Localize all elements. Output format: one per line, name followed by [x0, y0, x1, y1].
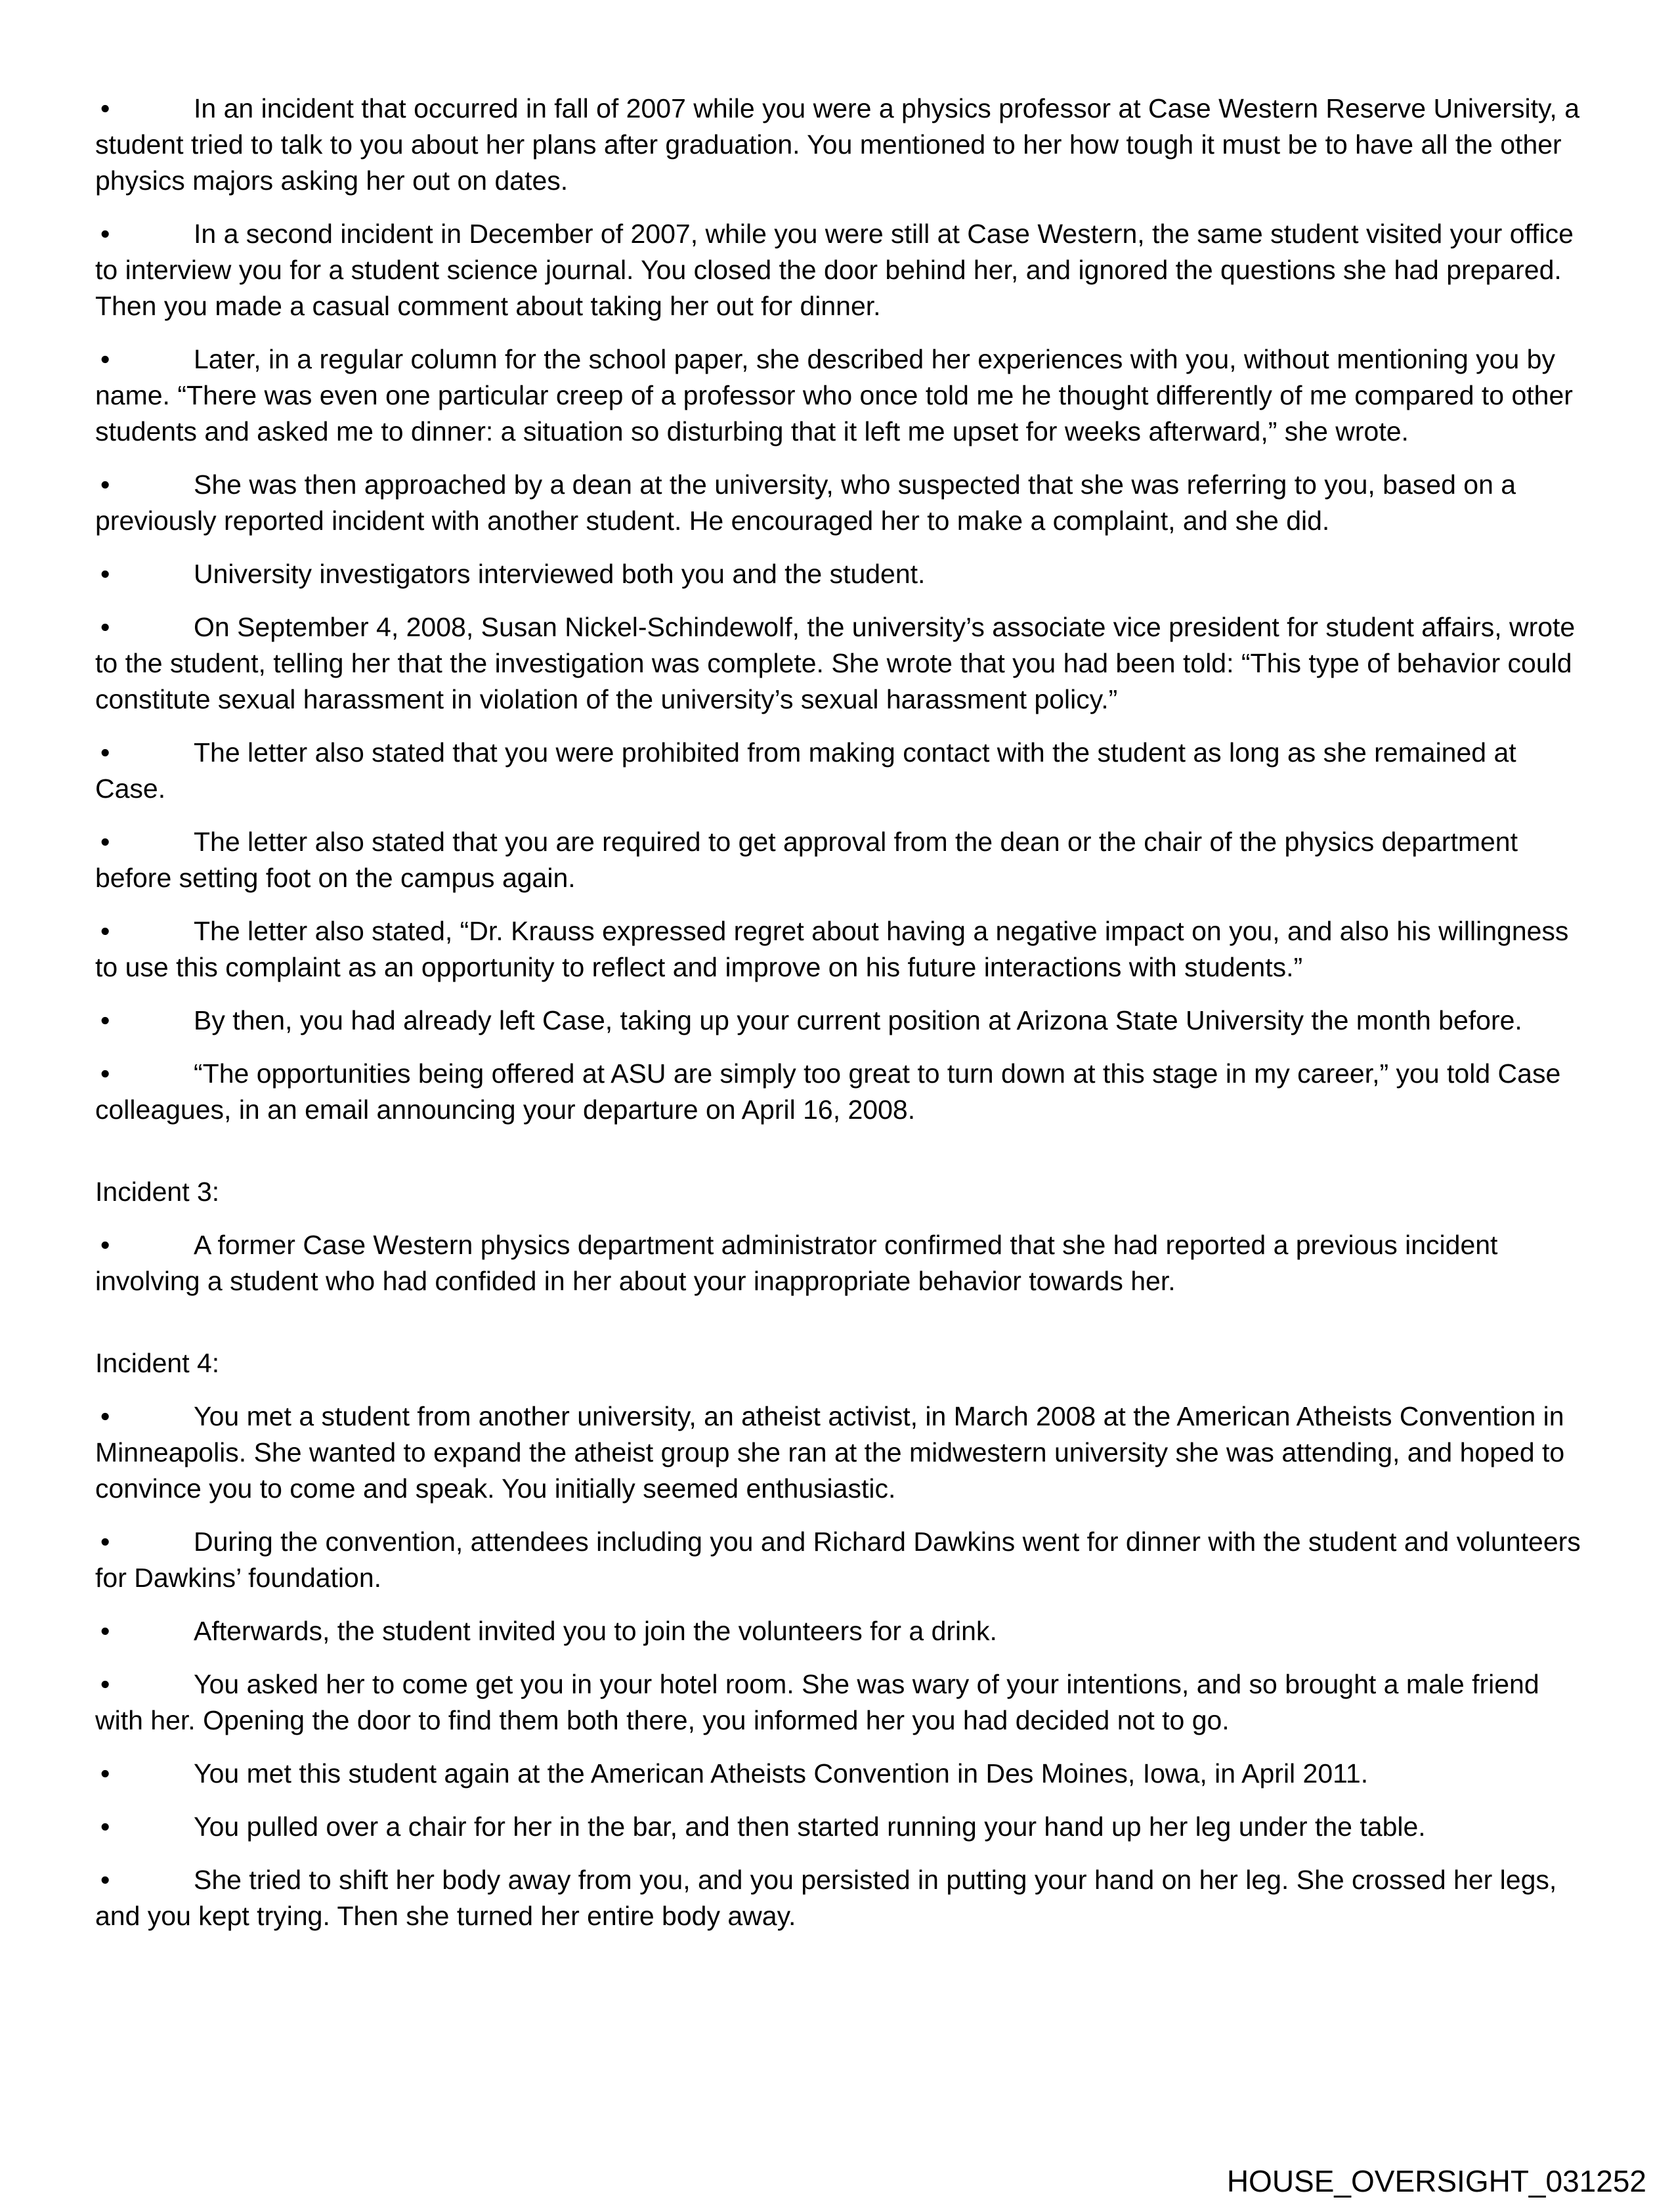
bates-number: HOUSE_OVERSIGHT_031252 [1226, 2164, 1646, 2198]
bullet-item [95, 341, 1582, 450]
bullet-text: In an incident that occurred in fall of 2007 while you were a physics professor at Case Western Reserve University, a student tried to talk to you about her plans after graduation. You mentioned to her how tough it must be to have all the other physics majors asking her out on dates. [95, 93, 1579, 196]
bullet-marker: • [100, 1005, 110, 1035]
bullet-text: In a second incident in December of 2007, while you were still at Case Western, the same student visited your office to interview you for a student science journal. You closed the door behind her, and ignored the questions she had prepared. Then you made a casual comment about taking her out for dinner. [95, 219, 1574, 321]
bullet-text: She was then approached by a dean at the university, who suspected that she was referring to you, based on a previously reported incident with another student. He encouraged her to make a complaint, and she did. [95, 469, 1516, 536]
bullet-item [95, 1666, 1582, 1739]
incident-heading: Incident 3: [95, 1177, 220, 1207]
bullet-text: The letter also stated that you are required to get approval from the dean or the chair of the physics department before setting foot on the campus again. [95, 827, 1518, 893]
bullet-marker: • [100, 1669, 110, 1699]
bullet-text: You asked her to come get you in your hotel room. She was wary of your intentions, and so brought a male friend with her. Opening the door to find them both there, you informed her you had decided not to go. [95, 1669, 1539, 1735]
bullet-item [95, 1809, 1582, 1845]
bullet-marker: • [100, 612, 110, 642]
incident-heading: Incident 4: [95, 1348, 220, 1378]
bullet-text: By then, you had already left Case, taking up your current position at Arizona State University the month before. [194, 1005, 1522, 1035]
bullet-marker: • [100, 219, 110, 249]
bullet-marker: • [100, 559, 110, 589]
bullet-item [95, 735, 1582, 807]
bullet-item [95, 1056, 1582, 1128]
bullet-item [95, 824, 1582, 896]
bullet-item [95, 1524, 1582, 1596]
bullet-marker: • [100, 1230, 110, 1260]
bullet-marker: • [100, 1865, 110, 1895]
bullet-marker: • [100, 1527, 110, 1557]
bullet-item [95, 556, 1582, 592]
bullet-item [95, 216, 1582, 324]
bullet-marker: • [100, 1811, 110, 1842]
bullet-marker: • [100, 93, 110, 123]
bullet-text: The letter also stated, “Dr. Krauss expressed regret about having a negative impact on you, and also his willingness to use this complaint as an opportunity to reflect and improve on his future interactions with students.” [95, 916, 1569, 982]
bullet-text: A former Case Western physics department administrator confirmed that she had reported a previous incident involving a student who had confided in her about your inappropriate behavior towards her. [95, 1230, 1498, 1296]
bullet-text: You pulled over a chair for her in the bar, and then started running your hand up her leg under the table. [194, 1811, 1426, 1842]
bullet-marker: • [100, 1058, 110, 1089]
bullet-text: During the convention, attendees including you and Richard Dawkins went for dinner with the student and volunteers for Dawkins’ foundation. [95, 1527, 1581, 1593]
bullet-item [95, 1227, 1582, 1299]
bullet-text: Afterwards, the student invited you to join the volunteers for a drink. [194, 1616, 997, 1646]
bullet-item [95, 467, 1582, 539]
bullet-item [95, 1862, 1582, 1934]
document-body [95, 91, 1582, 1951]
bullet-marker: • [100, 1758, 110, 1789]
bullet-marker: • [100, 827, 110, 857]
bullet-text: You met this student again at the American Atheists Convention in Des Moines, Iowa, in April 2011. [194, 1758, 1369, 1789]
bullet-marker: • [100, 737, 110, 768]
bullet-text: Later, in a regular column for the school paper, she described her experiences with you, without mentioning you by name. “There was even one particular creep of a professor who once told me he thought differently of me compared to other students and asked me to dinner: a situation so disturbing that it left me upset for weeks afterward,” she wrote. [95, 344, 1573, 446]
bullet-text: The letter also stated that you were prohibited from making contact with the student as long as she remained at Case. [95, 737, 1516, 804]
bullet-marker: • [100, 916, 110, 946]
bullet-item [95, 913, 1582, 986]
bullet-item [95, 91, 1582, 199]
bullet-marker: • [100, 469, 110, 500]
bullet-item [95, 609, 1582, 718]
bullet-marker: • [100, 344, 110, 374]
bullet-marker: • [100, 1401, 110, 1431]
bullet-item [95, 1399, 1582, 1507]
bullet-text: You met a student from another university, an atheist activist, in March 2008 at the American Atheists Convention in Minneapolis. She wanted to expand the atheist group she ran at the midwestern university she was attending, and hoped to convince you to come and speak. You initially seemed enthusiastic. [95, 1401, 1565, 1504]
bullet-text: University investigators interviewed both you and the student. [194, 559, 926, 589]
bullet-marker: • [100, 1616, 110, 1646]
bullet-text: She tried to shift her body away from you, and you persisted in putting your hand on her leg. She crossed her legs, and you kept trying. Then she turned her entire body away. [95, 1865, 1557, 1931]
bullet-text: On September 4, 2008, Susan Nickel-Schindewolf, the university’s associate vice president for student affairs, wrote to the student, telling her that the investigation was complete. She wrote that you had been told: “This type of behavior could constitute sexual harassment in violation of the university’s sexual harassment policy.” [95, 612, 1576, 714]
bullet-item [95, 1613, 1582, 1649]
bullet-item [95, 1003, 1582, 1039]
bullet-text: “The opportunities being offered at ASU are simply too great to turn down at this stage in my career,” you told Case colleagues, in an email announcing your departure on April 16, 2008. [95, 1058, 1561, 1125]
bullet-item [95, 1756, 1582, 1792]
